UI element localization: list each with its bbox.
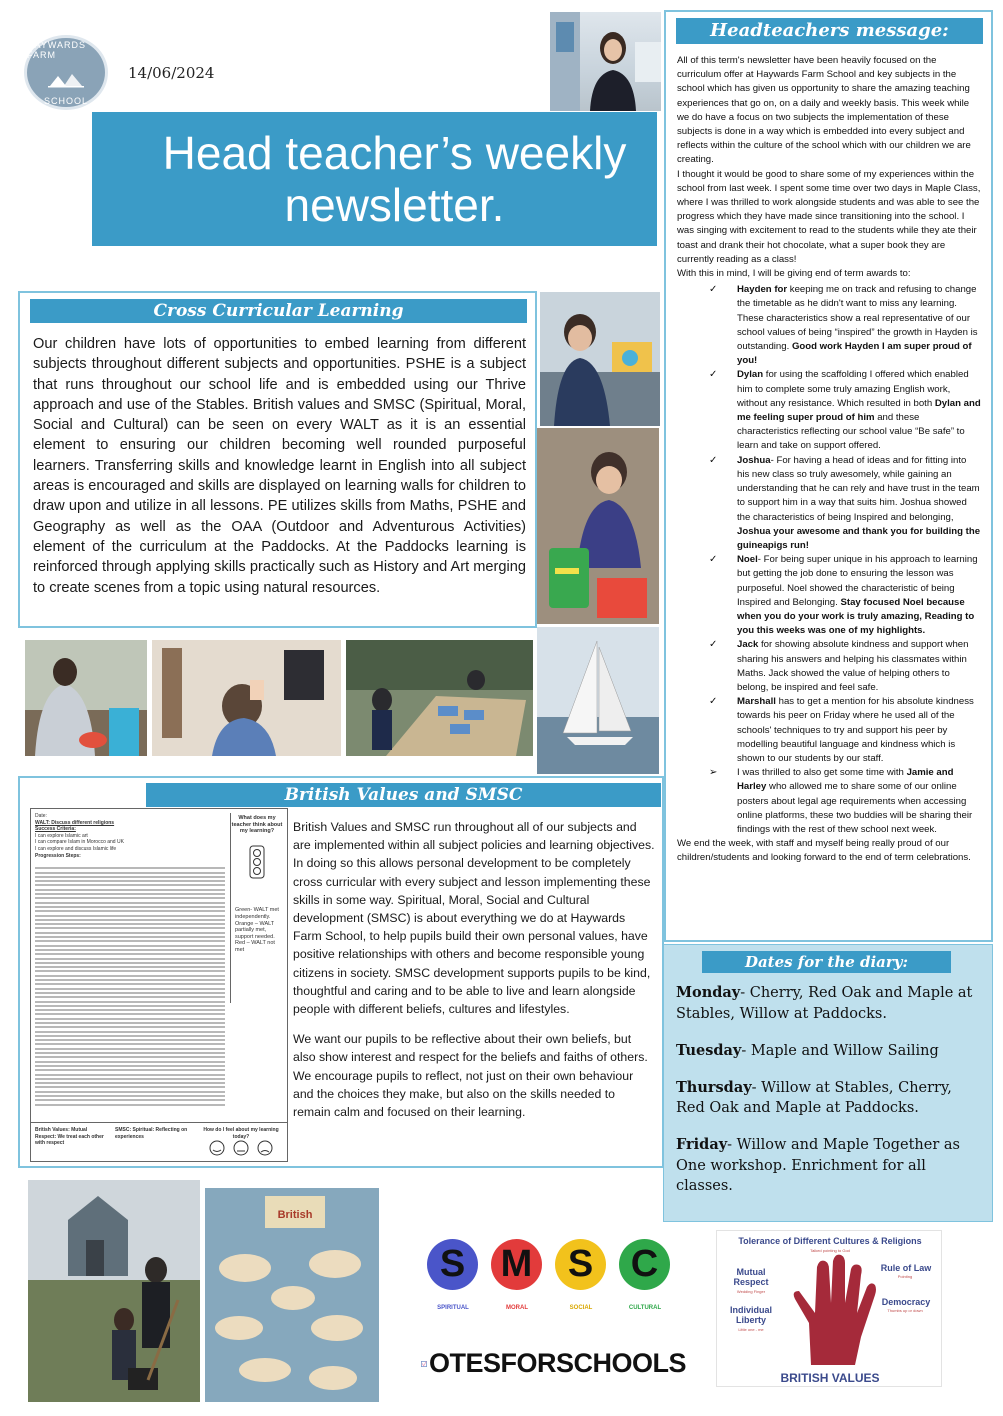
photo-children-garden-tools: [28, 1180, 200, 1402]
smsc-circle-c: C: [619, 1239, 670, 1290]
cross-curricular-section: [18, 291, 537, 628]
check-icon: ✓: [709, 454, 718, 466]
british-values-para-1: British Values and SMSC run throughout all of our subjects and are implemented within all subject policies and learning objectives. In doing so this allows personal development to be completely cross curricular with every subject and lesson implementing these skills in some way. Spiritual, Moral, Social and Cultural development (SMSC) is about everything we do at Haywards Farm School, to help pupils build their own personal values, have positive relationships with others and become responsible young citizens in society. SMSC development supports pupils to be kind, thoughtful and caring and to be able to live and learn alongside people with different beliefs, cultures and lifestyles.: [293, 820, 655, 1017]
diary-entry: Tuesday- Maple and Willow Sailing: [676, 1041, 939, 1059]
newsletter-date: 14/06/2024: [128, 64, 215, 82]
ws-teacher-feedback: [230, 813, 283, 1003]
extra-item: ➢ I was thrilled to also get some time with Jamie and Harley who allowed me to share some of our online posters about legal age requirements when accessing online platforms, these two buddies will be sharing their findings with the rest of thew school next week.: [709, 767, 973, 835]
arrow-bullet-icon: ➢: [709, 767, 718, 779]
ws-walt: WALT: Discuss different religions: [35, 819, 115, 826]
headteacher-message-section: [664, 10, 993, 942]
votes-logo-text: OTESFORSCHOOLS: [428, 1348, 686, 1378]
check-icon: ✓: [709, 696, 718, 708]
photo-sailing-boat: [537, 627, 659, 774]
ws-footer: [31, 1122, 287, 1161]
emoji-faces-icon: [207, 1139, 277, 1157]
ws-side-title: What does my teacher think about my learning?: [231, 815, 283, 835]
page-title: Head teacher’s weekly newsletter.: [92, 112, 657, 246]
ws-criteria-1: I can explore Islamic art: [35, 832, 88, 839]
award-item: ✓ Marshall has to get a mention for his absolute kindness towards his peer on Friday where he used all of the schools' techniques to try and support his peer by modelling beautiful language and kindness which is shown to our students by our staff.: [709, 696, 974, 764]
headteacher-intro-2: I thought it would be good to share some of my experiences within the school from last week. I spent some time over two days in Maple Class, where I was thrilled to work alongside students and was able to see the progress which they have made since transitioning into the school. I was singing with excitement to read to the students while they ate their toast and drank their hot chocolate, what a super book they are currently reading as a class!: [677, 168, 981, 265]
cross-curricular-heading: Cross Curricular Learning: [30, 299, 527, 323]
bv-mutual-respect-label: Mutual Respect: [733, 1267, 769, 1287]
award-item: ✓ Jack for showing absolute kindness and support when sharing his answers and helping his classmates within Maths. Jack showed the value of helping others to belong, be inspired and feel safe.: [709, 639, 969, 693]
bv-individual-liberty-sub: Little one - me: [738, 1327, 764, 1332]
british-values-text: [293, 818, 655, 1133]
british-values-hand-graphic: [716, 1230, 942, 1387]
ws-progression: Progression Steps:: [35, 852, 81, 859]
headteacher-photo: [550, 12, 661, 111]
diary-entry: Thursday- Willow at Stables, Cherry, Red Oak and Maple at Paddocks.: [676, 1078, 952, 1116]
hand-icon: [781, 1253, 881, 1371]
headteacher-intro-1: All of this term's newsletter have been heavily focused on the curriculum offer at Haywards Farm School and key subjects in the school which has given us opportunity to share the amazing teaching experiences that go on, on a daily and weekly basis. This week while we do have a focus on two subjects the implementation of these subjects is done in a way which is embedded into every subject and reflects within the culture of the school which with our children we are creating.: [677, 55, 971, 166]
bv-democracy-label: Democracy: [881, 1297, 931, 1307]
smsc-label-moral: MORAL: [506, 1305, 528, 1311]
diary-entries: [676, 983, 978, 1213]
lesson-worksheet-image: [30, 808, 288, 1162]
bv-individual-liberty-label: Individual Liberty: [729, 1305, 772, 1325]
bv-graphic-title: BRITISH VALUES: [780, 1371, 880, 1385]
farm-icon: [46, 68, 86, 88]
diary-heading: Dates for the diary:: [702, 951, 951, 973]
bv-rule-of-law-sub: Pointing: [897, 1274, 913, 1279]
british-values-para-2: We want our pupils to be reflective about their own beliefs, but also show interest and respect for the beliefs and faiths of others. We encourage pupils to reflect, not just on their own behaviour and the choices they make, but also on the skills needed to remain calm and focused on their learning.: [293, 1032, 648, 1120]
smsc-circle-s1: S: [427, 1239, 478, 1290]
diary-section: [663, 944, 993, 1222]
ws-criteria-2: I can compare Islam in Morocco and UK: [35, 839, 124, 846]
photo-children-toys: [537, 428, 659, 624]
vote-check-icon: [421, 1348, 427, 1380]
ws-side-key: Green- WALT met independently. Orange – WALT partially met, support needed. Red – WALT not met: [235, 907, 279, 953]
headteacher-intro-3: With this in mind, I will be giving end of term awards to:: [677, 268, 911, 280]
diary-entry: Monday- Cherry, Red Oak and Maple at Stables, Willow at Paddocks.: [676, 984, 973, 1022]
smsc-circle-s2: S: [555, 1239, 606, 1290]
ws-criteria-3: I can explore and discuss Islamic life: [35, 845, 117, 852]
british-values-section: [18, 776, 664, 1168]
ws-date: Date:: [35, 813, 47, 819]
ws-success-criteria: Success Criteria:: [35, 826, 76, 833]
ws-progression-lines: [35, 865, 225, 1108]
smsc-label-cultural: CULTURAL: [628, 1305, 662, 1311]
check-icon: ✓: [709, 639, 718, 651]
photo-child-at-wall: [152, 640, 341, 756]
headteacher-message-heading: Headteachers message:: [676, 18, 983, 44]
school-logo: [24, 35, 108, 110]
award-item: ✓ Hayden for keeping me on track and refusing to change the timetable as he didn't want to miss any learning. These characteristics show a real representative of our school values of being “inspired” the growth in Hayden is outstanding. Good work Hayden I am super proud of you!: [709, 284, 978, 367]
ws-footer-smsc: SMSC: Spiritual: Reflecting on experiences: [115, 1127, 188, 1140]
svg-text:British: British: [277, 1209, 313, 1221]
award-item: ✓ Joshua- For having a head of ideas and for fitting into his new class so truly awesomely, while gaining an understanding that he can rely and have trust in the team to support him in a way that suits him. Joshua showed the characteristics of being Inspired and belonging, Joshua your awesome and thank you for building the guineapigs run!: [709, 454, 981, 551]
bv-tolerance-sub: Talked pointing to God: [810, 1248, 850, 1253]
bv-tolerance-label: Tolerance of Different Cultures & Religions: [738, 1236, 922, 1246]
bv-democracy-sub: Thumbs up or down: [887, 1308, 923, 1313]
award-item: ✓ Noel- For being super unique in his approach to learning but getting the job done to ensuring the lesson was purposeful. Noel showed the characteristic of being Inspired and Belonging. Stay focused Noel because when you do your work is truly amazing, Reading to you this weeks was one of my highlights.: [709, 554, 978, 637]
photo-child-craft: [540, 292, 660, 426]
diary-entry: Friday- Willow and Maple Together as One workshop. Enrichment for all classes.: [676, 1136, 960, 1194]
photo-children-gardening: [25, 640, 147, 756]
check-icon: ✓: [709, 284, 718, 296]
cross-curricular-text: Our children have lots of opportunities to embed learning from different subjects throughout different subjects and opportunities. PSHE is a subject that runs throughout our school life and is embedded using our Thrive approach and use of the Stables. British values and SMSC (Spiritual, Moral, Social and Cultural) can be seen on every WALT as it is an essential element to ensuring our children becoming well rounded purposeful learners. Transferring skills and knowledge learnt in English into all subject areas is encouraged and skills are displayed on learning walls for children to draw upon and utilize in all lessons. PE utilizes skills from Maths, PSHE and Geography as well as the OAA (Outdoor and Adventurous Activities) element of the curriculum at the Paddocks. At the Paddocks learning is reinforced through applying skills practically such as History and Art merging to create scenes from a topic using natural resources.: [33, 336, 526, 596]
check-icon: ✓: [709, 369, 718, 381]
smsc-circle-m: M: [491, 1239, 542, 1290]
check-icon: ✓: [709, 554, 718, 566]
smsc-logo: [421, 1233, 683, 1324]
bv-rule-of-law-label: Rule of Law: [880, 1263, 932, 1273]
traffic-light-icon: [246, 845, 268, 881]
awards-list: [677, 283, 981, 837]
logo-text-top: HAYWARDS FARM: [27, 39, 87, 60]
headteacher-message-text: [677, 54, 981, 866]
votes-for-schools-logo: [415, 1341, 686, 1386]
logo-text-bottom: SCHOOL: [43, 95, 88, 106]
smsc-label-spiritual: SPIRITUAL: [437, 1305, 469, 1311]
smsc-label-social: SOCIAL: [569, 1305, 593, 1311]
ws-footer-feelings: How do I feel about my learning today?: [203, 1127, 279, 1140]
photo-outdoor-learning-table: [346, 640, 533, 756]
bv-mutual-respect-sub: Wedding Finger: [736, 1289, 766, 1294]
headteacher-closing: We end the week, with staff and myself being really proud of our children/students and looking forward to the end of term celebrations.: [677, 838, 971, 864]
british-values-heading: British Values and SMSC: [146, 783, 661, 807]
award-item: ✓ Dylan for using the scaffolding I offered which enabled him to complete some truly amazing English work, without any resistance. Which resulted in both Dylan and me feeling super proud of him and these characteristics reflecting our school value “Be safe” to learn and take on support offered.: [709, 369, 981, 452]
ws-footer-values: British Values: Mutual Respect: We treat each other with respect: [35, 1127, 104, 1147]
photo-british-values-display: [201, 1184, 383, 1406]
